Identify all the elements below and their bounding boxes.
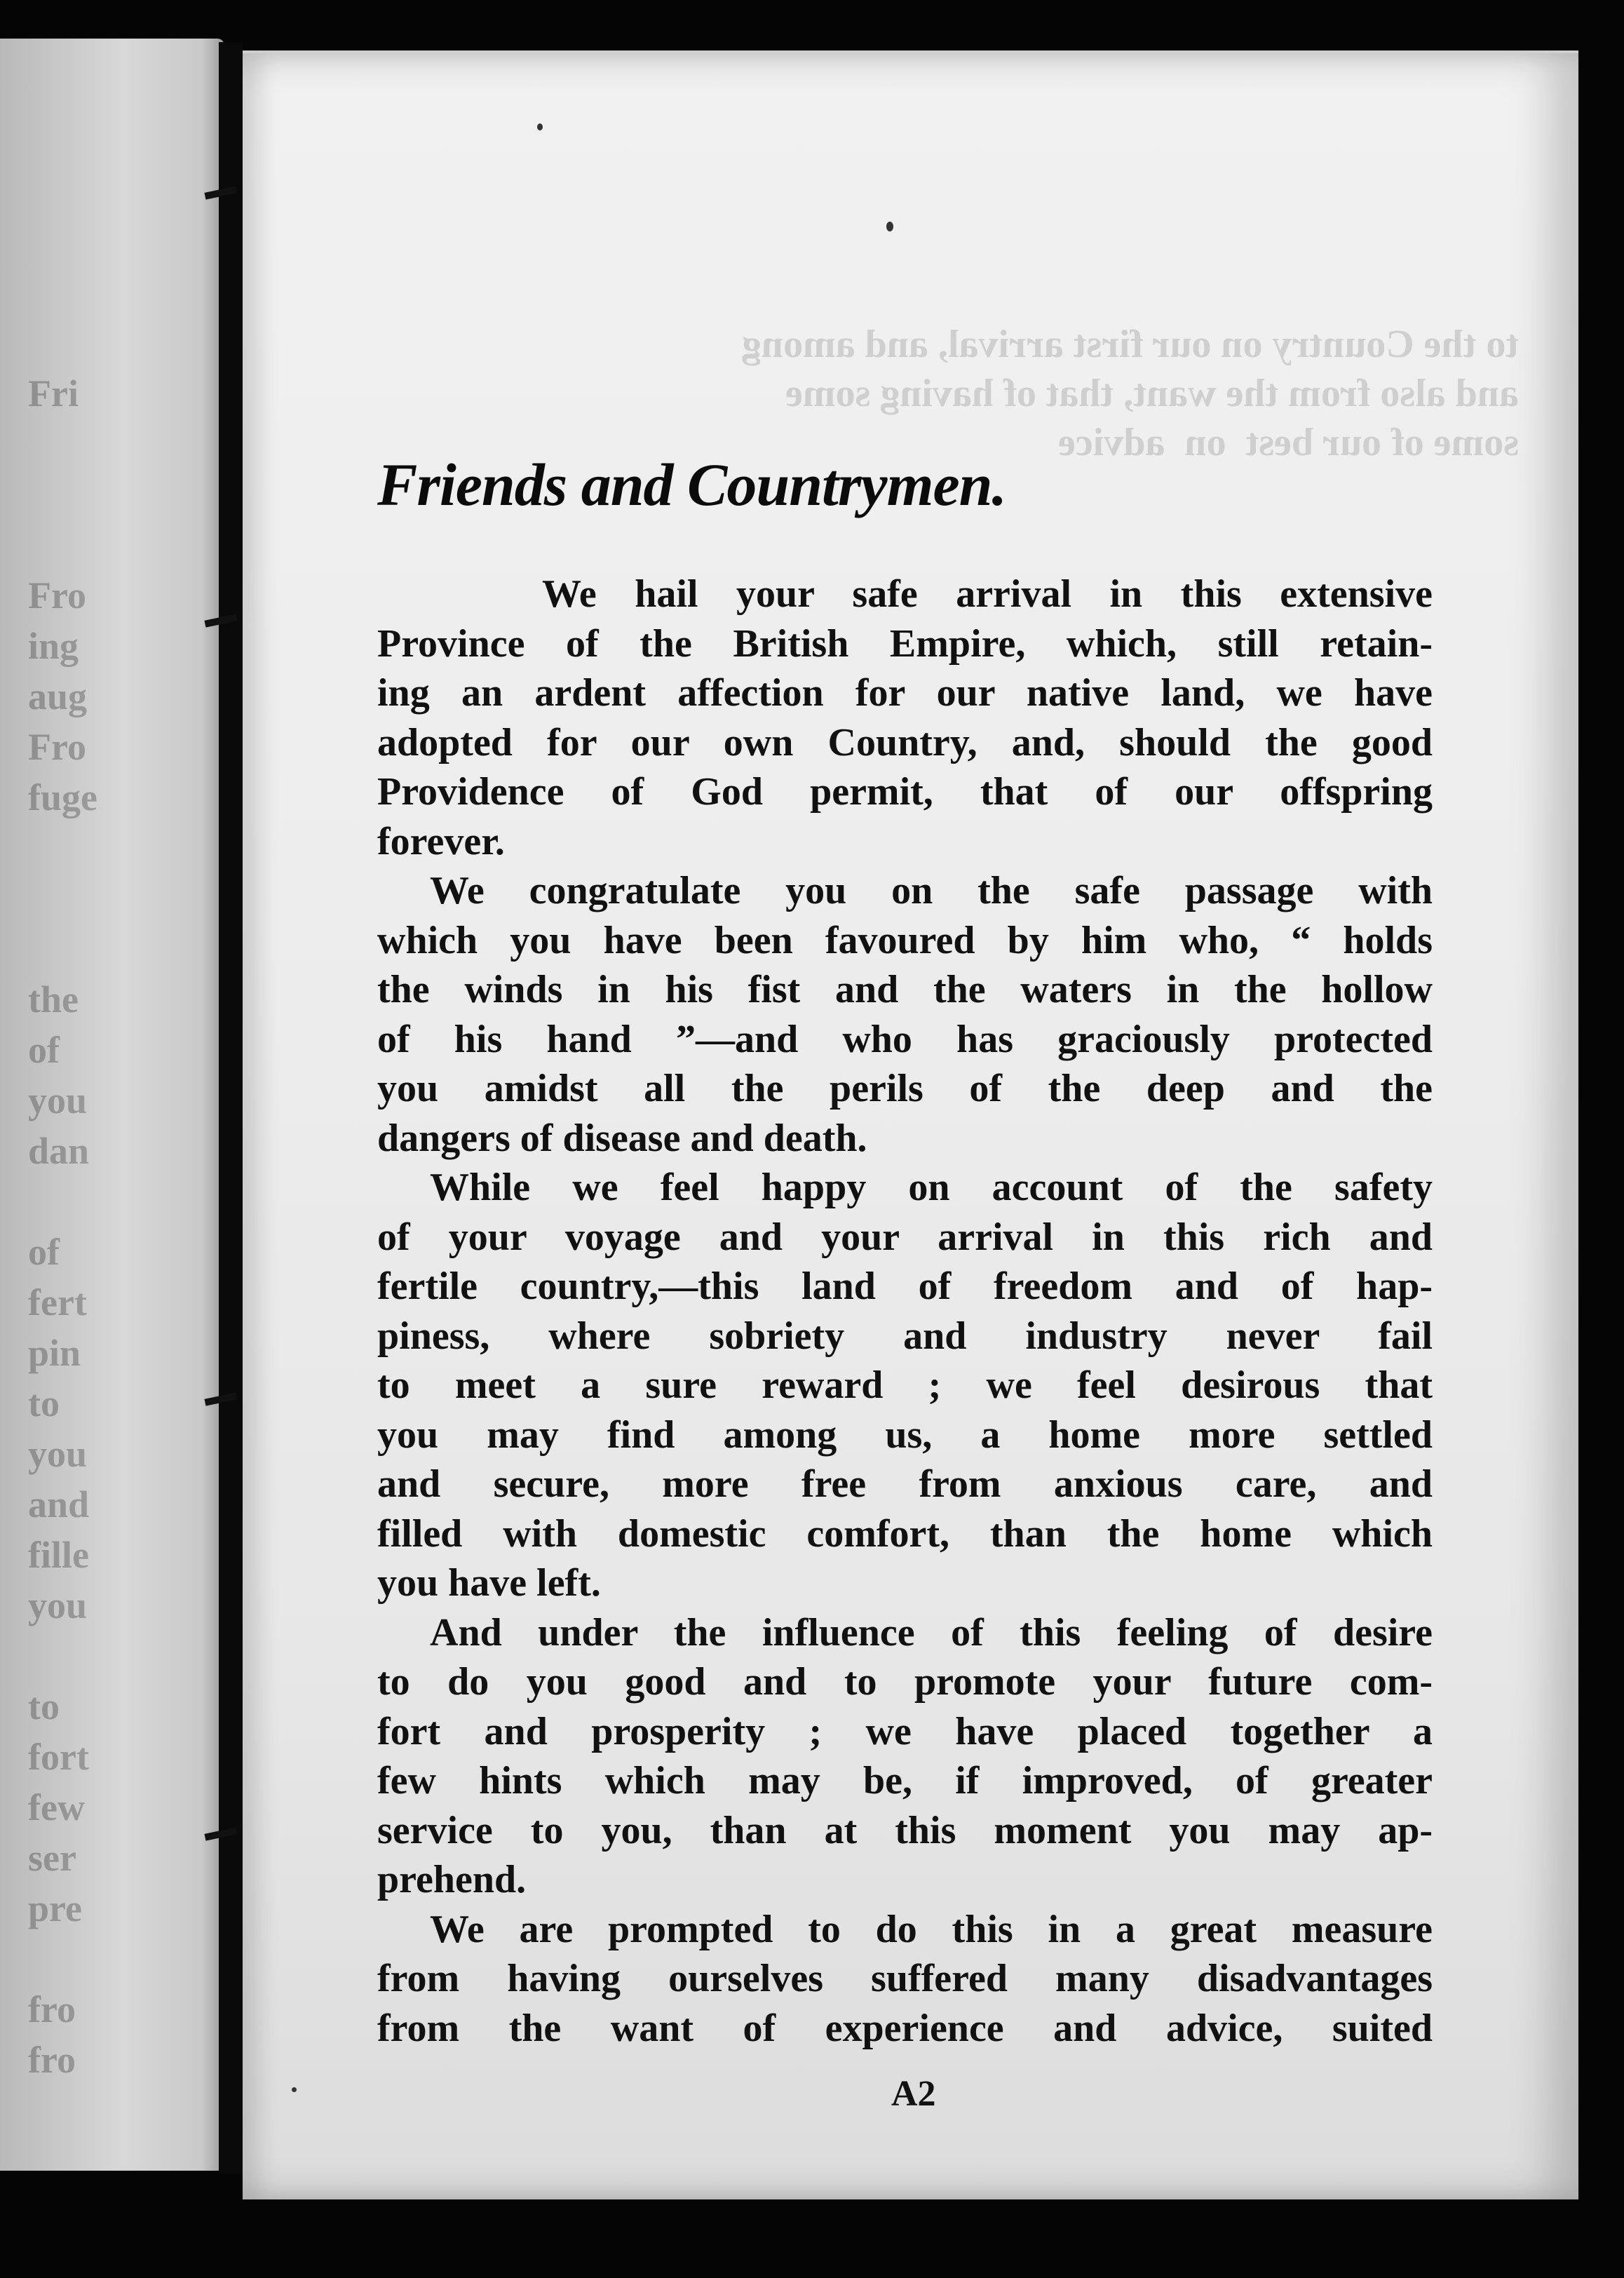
text-line: you may find among us, a home more settled bbox=[377, 1413, 1433, 1457]
text-line: and secure, more free from anxious care, and bbox=[377, 1462, 1433, 1506]
text-line: Providence of God permit, that of our offspring bbox=[377, 770, 1433, 814]
text-line: to do you good and to promote your future com- bbox=[377, 1660, 1433, 1704]
text-line: forever. bbox=[377, 819, 505, 863]
text-line: you amidst all the perils of the deep and the bbox=[377, 1067, 1433, 1110]
text-line: which you have been favoured by him who, “ holds bbox=[377, 918, 1433, 962]
book-spine bbox=[219, 42, 243, 2174]
text-line: fertile country,—this land of freedom and of hap- bbox=[377, 1265, 1433, 1308]
text-line: ing an ardent affection for our native land, we have bbox=[377, 671, 1433, 715]
paper-speck bbox=[292, 2087, 297, 2092]
text-line: to meet a sure reward ; we feel desirous that bbox=[377, 1363, 1433, 1407]
text-line: filled with domestic comfort, than the home which bbox=[377, 1511, 1433, 1556]
signature-mark: A2 bbox=[891, 2074, 936, 2114]
text-line: We hail your safe arrival in this extensive bbox=[542, 572, 1433, 616]
text-line: adopted for our own Country, and, should the good bbox=[377, 720, 1433, 764]
facing-page-ghost-text: Fri Fro ing aug Fro fuge the of you dan of fert pin to you and fille you to fort few ser pre fro fro bbox=[28, 372, 97, 2081]
text-line: of your voyage and your arrival in this rich and bbox=[377, 1215, 1433, 1259]
facing-page-left bbox=[0, 39, 224, 2171]
text-line: service to you, than at this moment you may ap- bbox=[377, 1808, 1433, 1852]
text-line: prehend. bbox=[377, 1858, 527, 1901]
text-line: And under the influence of this feeling of desire bbox=[430, 1610, 1433, 1654]
text-line: We are prompted to do this in a great measure bbox=[430, 1907, 1433, 1951]
show-through-text: to the Country on our first arrival, and among and also from the want, that of having some some of our best on advice bbox=[741, 323, 1519, 464]
text-line: from the want of experience and advice, suited bbox=[377, 2006, 1433, 2050]
text-line: While we feel happy on account of the safety bbox=[430, 1166, 1433, 1209]
text-line: fort and prosperity ; we have placed together a bbox=[377, 1709, 1433, 1753]
text-line: Province of the British Empire, which, still retain- bbox=[377, 621, 1433, 666]
text-line: We congratulate you on the safe passage with bbox=[430, 869, 1433, 912]
text-line: dangers of disease and death. bbox=[377, 1116, 867, 1160]
text-line: you have left. bbox=[377, 1561, 601, 1605]
body-text bbox=[377, 570, 1433, 2053]
text-line: few hints which may be, if improved, of greater bbox=[377, 1759, 1433, 1802]
text-line: of his hand ”—and who has graciously protected bbox=[377, 1017, 1433, 1061]
text-line: from having ourselves suffered many disadvantages bbox=[377, 1957, 1433, 2000]
paper-speck bbox=[886, 222, 893, 231]
text-line: the winds in his fist and the waters in the hollow bbox=[377, 968, 1433, 1011]
text-line: piness, where sobriety and industry never fail bbox=[377, 1314, 1433, 1358]
page-heading: Friends and Countrymen. bbox=[377, 451, 1006, 518]
page-recto bbox=[243, 50, 1578, 2199]
paper-speck bbox=[537, 123, 543, 130]
